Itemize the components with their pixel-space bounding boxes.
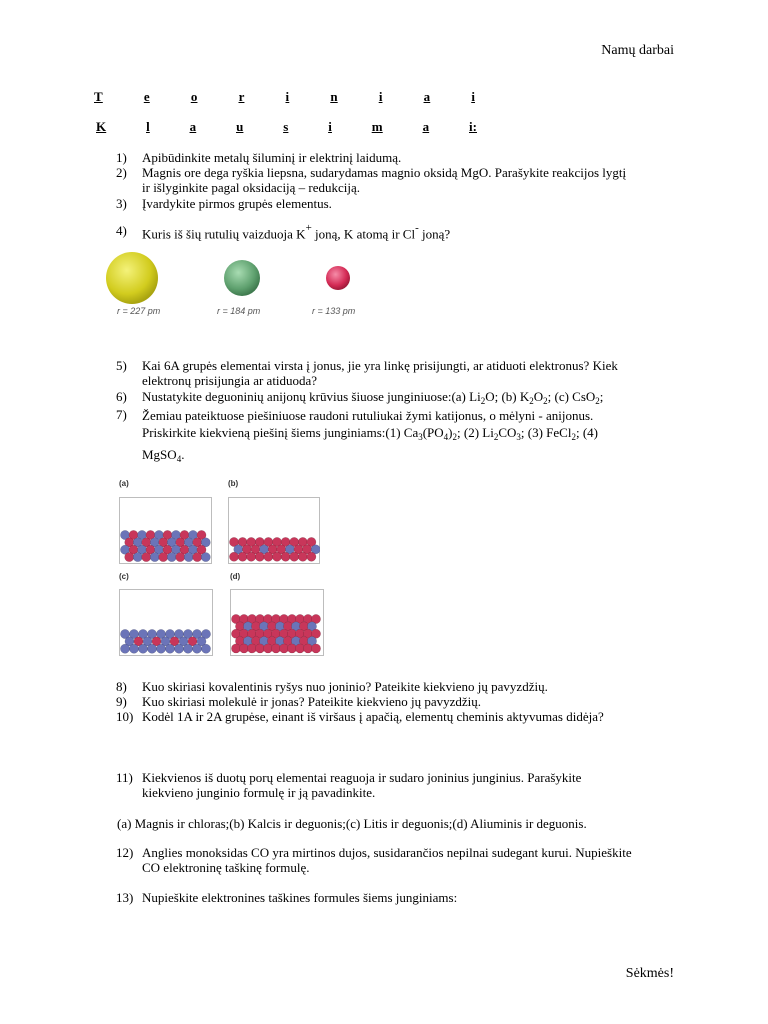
cation-ball <box>255 552 264 561</box>
cation-ball <box>238 552 247 561</box>
anion-ball <box>138 644 147 653</box>
cation-ball <box>159 552 168 561</box>
anion-ball <box>150 552 159 561</box>
anion-ball <box>201 644 210 653</box>
cation-ball <box>264 552 273 561</box>
anion-ball <box>165 644 174 653</box>
anion-ball <box>174 644 183 653</box>
cation-ball <box>229 552 238 561</box>
cation-ball <box>247 552 256 561</box>
anion-ball <box>156 644 165 653</box>
anion-ball <box>133 552 142 561</box>
anion-ball <box>192 644 201 653</box>
cation-ball <box>125 552 134 561</box>
title-line-1: T e o r i n i a i <box>94 89 475 104</box>
question-11-options: (a) Magnis ir chloras;(b) Kalcis ir deguonis;(c) Litis ir deguonis;(d) Aliuminis ir deguonis. <box>117 816 587 831</box>
sphere-label-3: r = 133 pm <box>312 306 356 316</box>
lattice-figure-c <box>119 589 213 656</box>
sphere-medium-green <box>224 260 260 296</box>
anion-ball <box>120 644 129 653</box>
sphere-label-2: r = 184 pm <box>217 306 261 316</box>
cation-ball <box>193 552 202 561</box>
cation-ball <box>176 552 185 561</box>
anion-ball <box>201 552 210 561</box>
header-label: Namų darbai <box>601 43 674 58</box>
anion-ball <box>147 644 156 653</box>
cation-ball <box>142 552 151 561</box>
sphere-small-red <box>326 266 350 290</box>
footer-label: Sėkmės! <box>625 966 674 981</box>
cation-ball <box>290 552 299 561</box>
sphere-large-yellow <box>106 252 158 304</box>
cation-ball <box>281 552 290 561</box>
anion-ball <box>129 644 138 653</box>
lattice-label-a: (a) <box>119 479 129 488</box>
cation-ball <box>298 552 307 561</box>
anion-ball <box>184 552 193 561</box>
lattice-figure-a <box>119 497 212 564</box>
lattice-label-b: (b) <box>228 479 239 488</box>
lattice-figure-d <box>230 589 324 656</box>
title-line-2: K l a u s i m a i: <box>96 119 477 134</box>
lattice-label-c: (c) <box>119 572 129 581</box>
anion-ball <box>183 644 192 653</box>
cation-ball <box>272 552 281 561</box>
anion-ball <box>167 552 176 561</box>
cation-ball <box>307 552 316 561</box>
sphere-label-1: r = 227 pm <box>117 306 161 316</box>
lattice-figure-b <box>228 497 320 564</box>
cation-ball <box>311 644 320 653</box>
lattice-label-d: (d) <box>230 572 241 581</box>
